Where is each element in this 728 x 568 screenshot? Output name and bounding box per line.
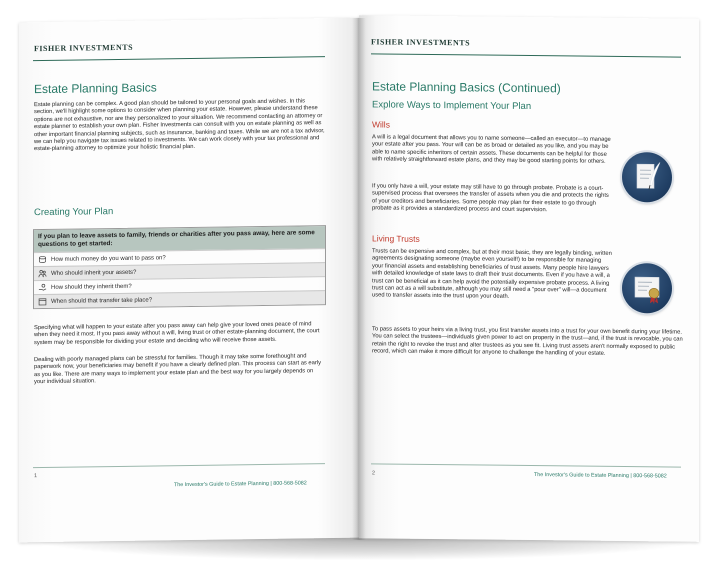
section-subtitle-left: Creating Your Plan	[34, 206, 114, 219]
trusts-paragraph-2: To pass assets to your heirs via a living trust, you first transfer assets into a trust for your own benefit during your lifetime. You can select the trustees—individuals given power to act on property in the trust—and, if the trust is revocable, you can retain the right to revoke the trust and alter trustees as you see fit. Living trust assets aren't normally exposed to public record, which can make it more difficult for anyone to challenge the handling of your estate.	[372, 326, 683, 358]
certificate-seal-icon	[622, 263, 672, 314]
header-rule-left	[33, 56, 325, 61]
calendar-icon	[38, 297, 47, 306]
wills-paragraph-1: A will is a legal document that allows you to name someone—called an executor—to manage your estate after you pass. Your will can be as broad or detailed as you like, and you may be able to name specific inheritors of certain assets. These documents can be helpful for those with relatively straightforward estate plans, and they may be good starting points for others.	[372, 134, 611, 166]
living-trusts-heading: Living Trusts	[372, 233, 420, 244]
coin-stack-icon	[38, 255, 47, 264]
left-page	[19, 18, 359, 543]
page-number-left: 1	[34, 473, 37, 480]
questions-box	[33, 225, 326, 309]
header-rule-right	[371, 53, 681, 57]
question-row	[34, 290, 325, 308]
plan-paragraph-2: Dealing with poorly managed plans can be stressful for families. Though it may take some forethought and paperwork now, your beneficiaries may benefit if you have a clearly defined plan. This process can start as early as you like. There are many ways to implement your estate plan and the best way for you largely depends on your individual situation.	[34, 353, 321, 386]
question-text: When should that transfer take place?	[51, 297, 153, 305]
question-text: Who should inherit your assets?	[51, 269, 137, 277]
wills-paragraph-2: If you only have a will, your estate may still have to go through probate. Probate is a court-supervised process that oversees the transfer of assets when you die and protects the rights of your creditors and beneficiaries. Some people may plan for their estate to go through probate as it provides a standardized process and court supervision.	[372, 183, 609, 214]
trusts-paragraph-1: Trusts can be expensive and complex, but at their most basic, they are legally binding, written agreements designating someone (maybe even yourself!) to be responsible for managing your financial assets and establishing beneficiaries of trust assets. Many people hire lawyers with detailed knowledge of state laws to draft their trust documents. Even if you have a will, a trust can be beneficial as it can help avoid the potentially expensive probate process. A living trust can act as a will substitute, although you may still need a "pour over" will—a document used to transfer assets into the trust upon your death.	[372, 248, 612, 301]
question-text: How should they inherit them?	[51, 283, 132, 291]
quill-document-icon	[622, 152, 672, 203]
right-page	[359, 15, 699, 542]
question-text: How much money do you want to pass on?	[51, 254, 166, 263]
page-title-left: Estate Planning Basics	[34, 80, 157, 97]
book-spine	[352, 18, 366, 540]
footer-rule-right	[371, 463, 681, 467]
questions-box-header: If you plan to leave assets to family, friends or charities after you pass away, here are some questions to get started:	[34, 226, 325, 252]
wills-heading: Wills	[372, 119, 390, 130]
section-subtitle-right: Explore Ways to Implement Your Plan	[372, 99, 532, 113]
hand-coin-icon	[38, 283, 47, 292]
brand-logo-right: FISHER INVESTMENTS	[371, 37, 471, 48]
plan-paragraph-1: Specifying what will happen to your estate after you pass away can help give your loved ones peace of mind when they need it most. If you pass away without a will, living trust or other estate-planning document, the court system may be responsible for dividing your estate and deciding who will receive those assets.	[34, 321, 320, 346]
brand-logo-left: FISHER INVESTMENTS	[34, 42, 134, 54]
footer-text-left: The Investor's Guide to Estate Planning | 800-568-5082	[174, 480, 307, 489]
people-icon	[38, 269, 47, 278]
footer-text-right: The Investor's Guide to Estate Planning | 800-568-5082	[534, 472, 667, 480]
page-title-right: Estate Planning Basics (Continued)	[372, 79, 561, 96]
intro-paragraph: Estate planning can be complex. A good plan should be tailored to your personal goals and wishes. In this section, we'll highlight some options to consider when planning your estate. However, please understand these options are not exhaustive, nor are they personalized to your situation. We recommend contacting an attorney or estate planner to establish your own plan. Fisher Investments can consult with you on estate planning as well as other important financial planning subjects, such as insurance, banking and taxes. While we are not a tax advisor, we can help you navigate tax issues related to investments. We can work closely with your tax professional and estate-planning attorney to optimize your holistic financial plan.	[34, 98, 325, 153]
footer-rule-left	[33, 463, 325, 468]
page-number-right: 2	[372, 470, 375, 477]
